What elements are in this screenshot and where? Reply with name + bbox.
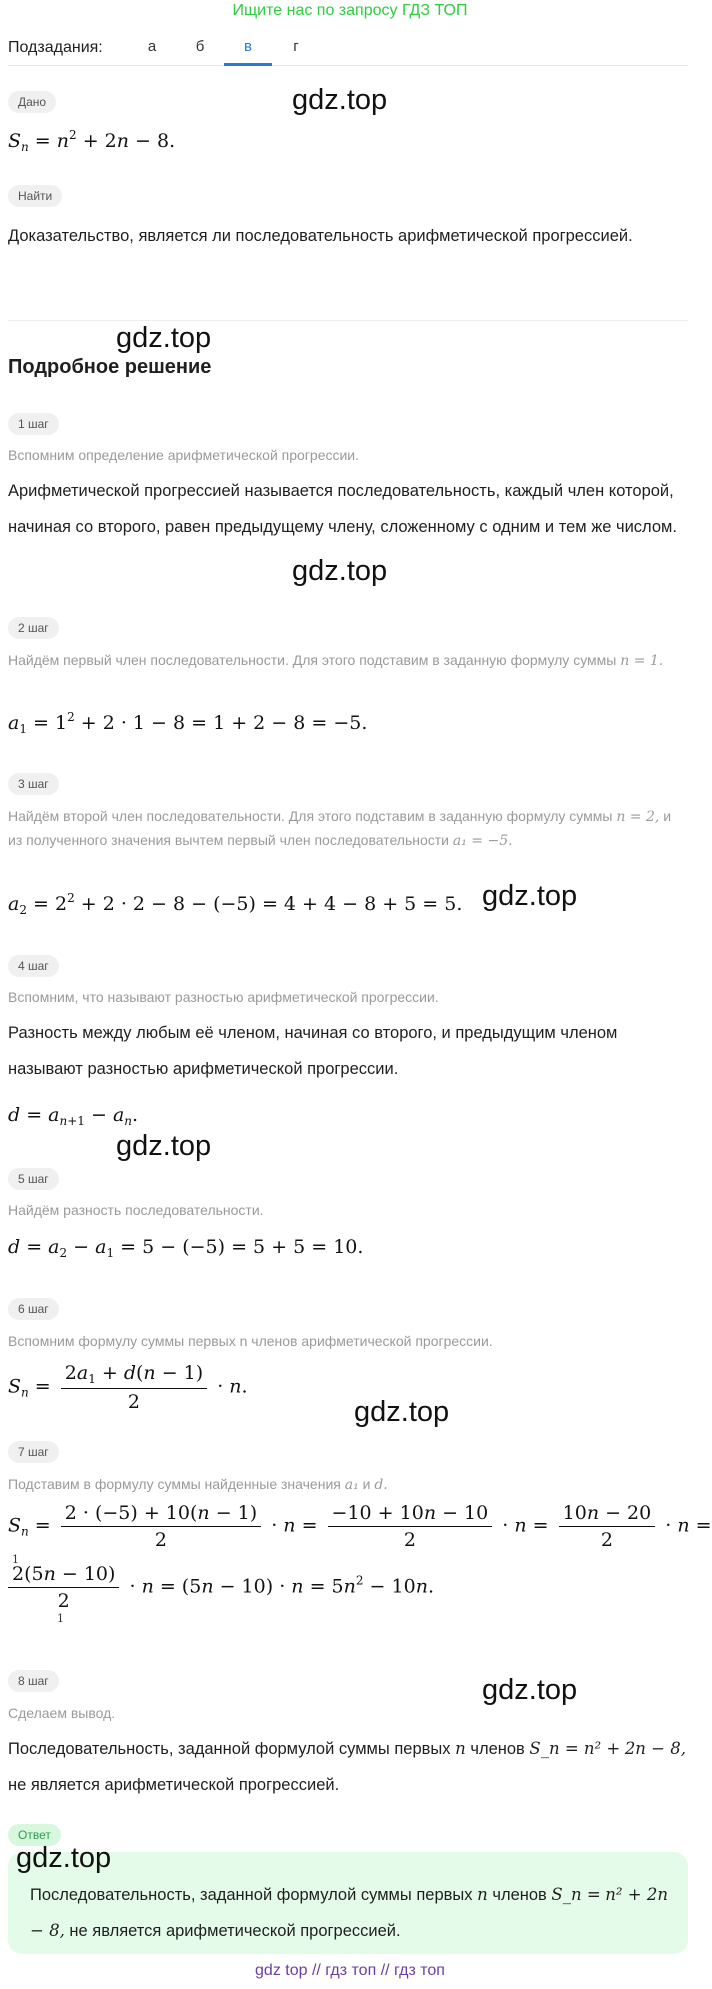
step-3-pill: 3 шаг	[8, 773, 59, 795]
step-7-note-math2: d.	[374, 1477, 388, 1493]
tab-b[interactable]: б	[195, 37, 205, 55]
watermark: gdz.top	[16, 1842, 112, 1874]
step-2-pill: 2 шаг	[8, 617, 59, 639]
step-7-pill: 7 шаг	[8, 1441, 59, 1463]
watermark: gdz.top	[292, 555, 388, 587]
subtasks-label: Подзадания:	[8, 38, 103, 56]
step-4-note: Вспомним, что называют разностью арифметической прогрессии.	[8, 989, 439, 1005]
given-formula: $S_n = n^2 + 2n - 8$.	[8, 128, 176, 154]
watermark: gdz.top	[116, 322, 212, 354]
step-8-text-c: не является арифметической прогрессией.	[8, 1776, 340, 1794]
step-3-note-math2: a₁ = −5.	[452, 833, 513, 849]
step-6-formula: $S_n$ = $\frac{2a_1 + d(n - 1)}{2}$ · n.	[8, 1362, 248, 1413]
watermark: gdz.top	[354, 1396, 450, 1428]
step-5-formula: $d = a_2 - a_1 = 5 - (-5) = 5 + 5 = 10$.	[8, 1236, 364, 1260]
watermark: gdz.top	[292, 84, 388, 116]
subtasks-bar	[8, 30, 688, 66]
step-6-fraction: $\frac{2a_1 + d(n - 1)}{2}$	[61, 1362, 207, 1413]
step-8-pill: 8 шаг	[8, 1670, 59, 1692]
answer-text-formula: S_n =	[551, 1885, 601, 1904]
step-4-formula: $d = a_{n+1} - a_n$.	[8, 1104, 139, 1128]
step-7-note-math: a₁	[344, 1477, 359, 1493]
tab-a[interactable]: а	[147, 37, 157, 55]
step-7-note	[8, 1473, 688, 1497]
step-7-line-2: $\frac{2(5n - 10)}{2}$ · $n = (5n - 10) \cdot n = 5n^2 - 10n$.	[8, 1563, 434, 1612]
step-5-pill: 5 шаг	[8, 1168, 59, 1190]
cancel-bottom: 1	[57, 1612, 64, 1625]
divider	[8, 320, 688, 321]
step-3-note-math: n = 2,	[616, 809, 660, 825]
step-4-pill: 4 шаг	[8, 955, 59, 977]
step-2-formula: $a_1 = 1^2 + 2 \cdot 1 - 8 = 1 + 2 - 8 = -5$.	[8, 710, 368, 736]
watermark: gdz.top	[482, 1674, 578, 1706]
step-2-note	[8, 649, 688, 673]
step-8-text-n: n	[455, 1739, 466, 1758]
footer-links[interactable]: gdz top // гдз топ // гдз топ	[255, 1962, 445, 1979]
find-pill: Найти	[8, 185, 62, 207]
step-7-line-1: $S_n$ = $\frac{2 \cdot (-5) + 10(n - 1)}{2}$ · n = $\frac{-10 + 10n - 10}{2}$ · n = $\frac{10n - 20}{2}$ · n =	[8, 1502, 712, 1551]
step-8-note: Сделаем вывод.	[8, 1705, 116, 1721]
answer-text	[30, 1877, 670, 1949]
step-1-text: Арифметической прогрессией называется последовательность, каждый член которой, начиная со второго, равен предыдущему члену, сложенному с одним и тем же числом.	[8, 482, 677, 536]
step-1-pill: 1 шаг	[8, 413, 59, 435]
step-4-text: Разность между любым её членом, начиная со второго, и предыдущим членом называют разностью арифметической прогрессии.	[8, 1024, 618, 1078]
answer-text-n: n	[477, 1885, 488, 1904]
answer-text-a: Последовательность, заданной формулой суммы первых	[30, 1886, 473, 1904]
step-8-text-a: Последовательность, заданной формулой суммы первых	[8, 1740, 451, 1758]
step-7-note-and: и	[362, 1476, 371, 1492]
watermark: gdz.top	[116, 1130, 212, 1162]
step-6-pill: 6 шаг	[8, 1298, 59, 1320]
step-3-note-tail: и из полученного значения вычтем первый член последовательности	[8, 808, 672, 848]
step-2-note-text: Найдём первый член последовательности. Для этого подставим в заданную формулу суммы	[8, 652, 617, 668]
solution-heading: Подробное решение	[8, 356, 212, 378]
step-3-formula: $a_2 = 2^2 + 2 \cdot 2 - 8 - (-5) = 4 + 4 - 8 + 5 = 5$.	[8, 891, 463, 917]
step-8-text	[8, 1731, 688, 1803]
step-3-note-text: Найдём второй член последовательности. Для этого подставим в заданную формулу суммы	[8, 808, 613, 824]
watermark: gdz.top	[482, 880, 578, 912]
step-1-note: Вспомним определение арифметической прогрессии.	[8, 447, 360, 463]
given-pill: Дано	[8, 91, 56, 113]
step-2-note-math: n = 1.	[620, 653, 664, 669]
step-7-note-text: Подставим в формулу суммы найденные значения	[8, 1476, 341, 1492]
answer-text-formula-2: n² + 2n − 8,	[30, 1885, 668, 1940]
cancel-top: 1	[12, 1553, 19, 1566]
answer-text-c: не является арифметической прогрессией.	[69, 1922, 401, 1940]
tab-g[interactable]: г	[293, 37, 299, 55]
step-8-text-formula-2: 2n − 8,	[624, 1739, 686, 1758]
top-banner[interactable]: Ищите нас по запросу ГДЗ ТОП	[232, 2, 468, 19]
answer-pill: Ответ	[8, 1824, 61, 1846]
step-3-note	[8, 805, 688, 853]
tab-v[interactable]: в	[224, 30, 272, 66]
answer-text-b: членов	[492, 1886, 547, 1904]
step-5-note: Найдём разность последовательности.	[8, 1202, 264, 1218]
step-8-text-formula: S_n = n² +	[529, 1739, 621, 1758]
step-6-note: Вспомним формулу суммы первых n членов арифметической прогрессии.	[8, 1333, 493, 1349]
step-8-text-b: членов	[470, 1740, 525, 1758]
find-text: Доказательство, является ли последовательность арифметической прогрессией.	[8, 227, 633, 245]
